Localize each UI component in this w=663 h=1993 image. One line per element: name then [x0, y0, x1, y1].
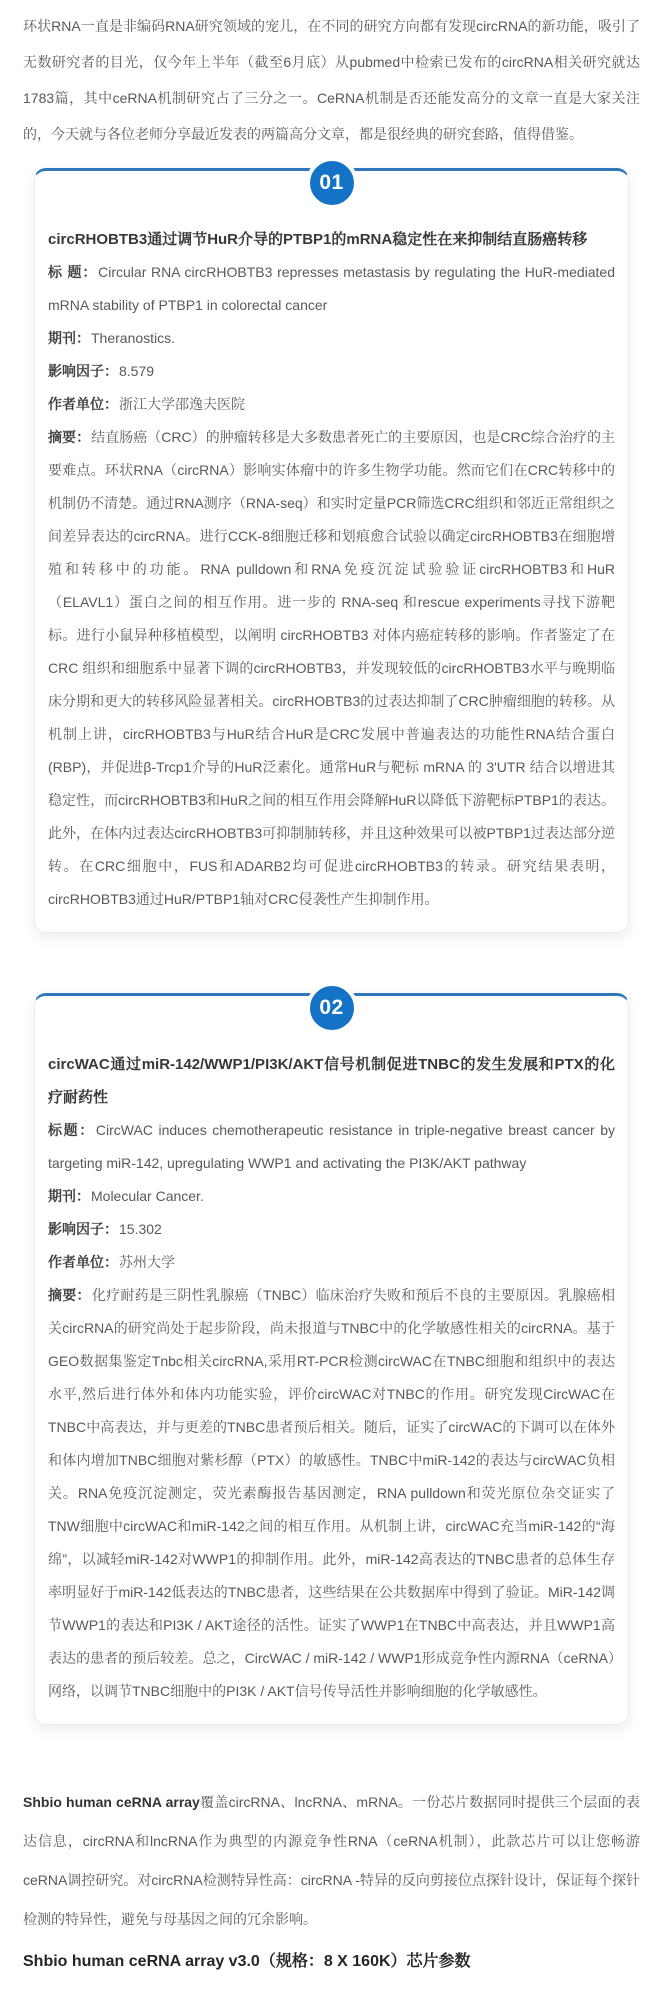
product-promo-paragraph	[23, 1783, 640, 1939]
field-value: 浙江大学邵逸夫医院	[119, 396, 245, 412]
article-field-journal	[48, 1180, 615, 1213]
field-value: 15.302	[119, 1221, 162, 1237]
article-title-cn: circWAC通过miR-142/WWP1/PI3K/AKT信号机制促进TNBC的发生发展和PTX的化疗耐药性	[48, 1056, 615, 1106]
field-value: Molecular Cancer.	[91, 1188, 204, 1204]
article-number-badge: 01	[306, 157, 358, 209]
field-label: 作者单位：	[48, 1254, 118, 1270]
field-label: 摘要：	[48, 1287, 91, 1303]
article-field-title	[48, 1114, 615, 1180]
article-field-impact-factor	[48, 355, 615, 388]
product-name: Shbio human ceRNA array	[23, 1794, 200, 1810]
field-value: 苏州大学	[119, 1254, 175, 1270]
article-card-2	[34, 993, 629, 1725]
field-label: 期刊：	[48, 1188, 90, 1204]
field-label: 摘要：	[48, 429, 91, 445]
field-label: 影响因子：	[48, 363, 118, 379]
field-value: 结直肠癌（CRC）的肿瘤转移是大多数患者死亡的主要原因，也是CRC综合治疗的主要难点。环状RNA（circRNA）影响实体瘤中的许多生物学功能。然而它们在CRC转移中的机制仍不清楚。通过RNA测序（RNA-seq）和实时定量PCR筛选CRC组织和邻近正常组织之间差异表达的circRNA。进行CCK-8细胞迁移和划痕愈合试验以确定circRHOBTB3在细胞增殖和转移中的功能。RNA pulldown和RNA免疫沉淀试验验证circRHOBTB3和HuR（ELAVL1）蛋白之间的相互作用。进一步的 RNA-seq 和rescue experiments寻找下游靶标。进行小鼠异种移植模型，以阐明 circRHOBTB3 对体内癌症转移的影响。作者鉴定了在 CRC 组织和细胞系中显著下调的circRHOBTB3，并发现较低的circRHOBTB3水平与晚期临床分期和更大的转移风险显著相关。circRHOBTB3的过表达抑制了CRC肿瘤细胞的转移。从机制上讲，circRHOBTB3与HuR结合HuR是CRC发展中普遍表达的功能性RNA结合蛋白 (RBP)，并促进β-Trcp1介导的HuR泛素化。通常HuR与靶标 mRNA 的 3'UTR 结合以增进其稳定性，而circRHOBTB3和HuR之间的相互作用会降解HuR以降低下游靶标PTBP1的表达。此外，在体内过表达circRHOBTB3可抑制肺转移，并且这种效果可以被PTBP1过表达部分逆转。在CRC细胞中，FUS和ADARB2均可促进circRHOBTB3的转录。研究结果表明，circRHOBTB3通过HuR/PTBP1轴对CRC侵袭性产生抑制作用。	[48, 429, 615, 907]
intro-paragraph: 环状RNA一直是非编码RNA研究领域的宠儿，在不同的研究方向都有发现circRNA的新功能，吸引了无数研究者的目光，仅今年上半年（截至6月底）从pubmed中检索已发布的circRNA相关研究就达1783篇，其中ceRNA机制研究占了三分之一。CeRNA机制是否还能发高分的文章一直是大家关注的，今天就与各位老师分享最近发表的两篇高分文章，都是很经典的研究套路，值得借鉴。	[23, 18, 640, 142]
field-value: 8.579	[119, 363, 155, 379]
product-description: 覆盖circRNA、lncRNA、mRNA。一份芯片数据同时提供三个层面的表达信息，circRNA和lncRNA作为典型的内源竞争性RNA（ceRNA机制），此款芯片可以让您畅游ceRNA调控研究。对circRNA检测特异性高：circRNA -特异的反向剪接位点探针设计，保证每个探针检测的特异性，避免与母基因之间的冗余影响。	[23, 1794, 640, 1927]
article-field-title	[48, 256, 615, 322]
article-field-abstract	[48, 1279, 615, 1708]
article-number-badge: 02	[306, 982, 358, 1034]
field-value: 化疗耐药是三阴性乳腺癌（TNBC）临床治疗失败和预后不良的主要原因。乳腺癌相关circRNA的研究尚处于起步阶段，尚未报道与TNBC中的化学敏感性相关的circRNA。基于GEO数据集鉴定Tnbc相关circRNA,采用RT-PCR检测circWAC在TNBC细胞和组织中的表达水平,然后进行体外和体内功能实验，评价circWAC对TNBC的作用。研究发现CircWAC在TNBC中高表达，并与更差的TNBC患者预后相关。随后，证实了circWAC的下调可以在体外和体内增加TNBC细胞对紫杉醇（PTX）的敏感性。TNBC中miR-142的表达与circWAC负相关。RNA免疫沉淀测定，荧光素酶报告基因测定，RNA pulldown和荧光原位杂交证实了TNW细胞中circWAC和miR-142之间的相互作用。从机制上讲，circWAC充当miR-142的“海绵”，以减轻miR-142对WWP1的抑制作用。此外，miR-142高表达的TNBC患者的总体生存率明显好于miR-142低表达的TNBC患者，这些结果在公共数据库中得到了验证。MiR-142调节WWP1的表达和PI3K / AKT途径的活性。证实了WWP1在TNBC中高表达，并且WWP1高表达的患者的预后较差。总之，CircWAC / miR-142 / WWP1形成竞争性内源RNA（ceRNA）网络，以调节TNBC细胞中的PI3K / AKT信号传导活性并影响细胞的化学敏感性。	[48, 1287, 616, 1699]
chip-spec-heading: Shbio human ceRNA array v3.0（规格：8 X 160K）芯片参数	[23, 1953, 471, 1970]
field-label: 标 题：	[48, 264, 98, 280]
article-title-cn: circRHOBTB3通过调节HuR介导的PTBP1的mRNA稳定性在来抑制结直肠癌转移	[48, 231, 588, 248]
field-value: Circular RNA circRHOBTB3 represses metastasis by regulating the HuR-mediated mRNA stability of PTBP1 in colorectal cancer	[48, 264, 615, 313]
article-field-affiliation	[48, 1246, 615, 1279]
field-value: Theranostics.	[91, 330, 176, 346]
field-label: 影响因子：	[48, 1221, 118, 1237]
article-card-1	[34, 168, 629, 933]
field-value: CircWAC induces chemotherapeutic resistance in triple-negative breast cancer by targeting miR-142, upregulating WWP1 and activating the PI3K/AKT pathway	[48, 1122, 616, 1171]
field-label: 期刊：	[48, 330, 90, 346]
article-field-impact-factor	[48, 1213, 615, 1246]
article-field-affiliation	[48, 388, 615, 421]
article-field-abstract	[48, 421, 615, 916]
field-label: 作者单位：	[48, 396, 118, 412]
field-label: 标题：	[48, 1122, 95, 1138]
article-field-journal	[48, 322, 615, 355]
